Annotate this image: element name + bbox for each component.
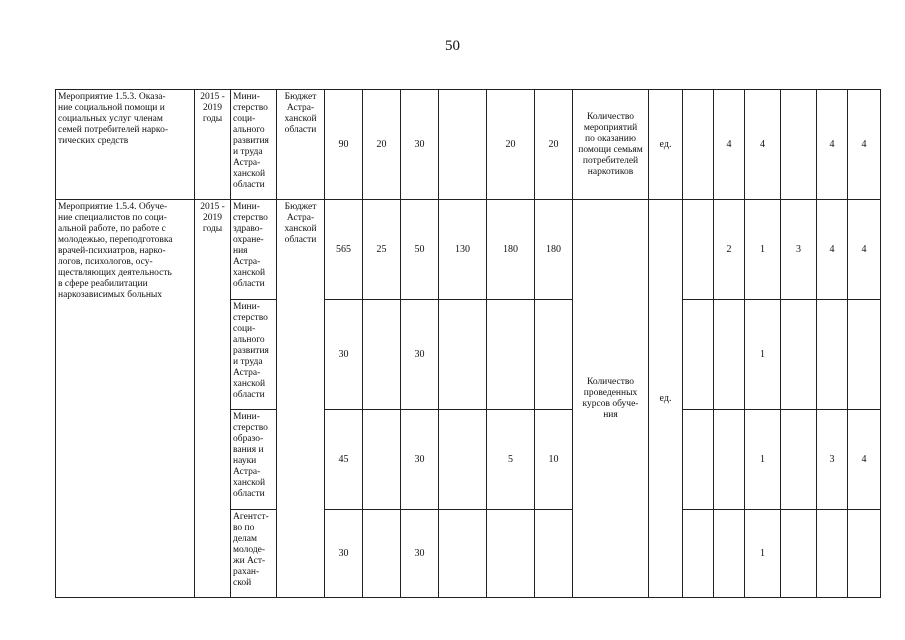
indicator-2016-cell: 1 <box>745 410 781 510</box>
source-cell: Бюджет Астра- ханской области <box>277 90 325 200</box>
y2017-cell <box>439 300 487 410</box>
indicator-2017-cell <box>781 300 817 410</box>
total-cell: 565 <box>325 200 363 300</box>
indicator-cell: Количество мероприятий по оказанию помощи семьям потребителей наркотиков <box>573 90 649 200</box>
indicator-2017-cell <box>781 510 817 598</box>
indicator-base-cell <box>683 90 714 200</box>
indicator-base-cell <box>683 300 714 410</box>
y2016-cell: 30 <box>401 300 439 410</box>
y2016-cell: 50 <box>401 200 439 300</box>
indicator-2016-cell: 1 <box>745 510 781 598</box>
table-row <box>56 200 881 300</box>
indicator-2015-cell: 4 <box>714 90 745 200</box>
y2019-cell: 10 <box>535 410 573 510</box>
y2015-cell <box>363 410 401 510</box>
indicator-2019-cell <box>848 510 881 598</box>
y2015-cell <box>363 510 401 598</box>
executor-cell: Мини- стерство образо- вания и науки Астра- ханской области <box>231 410 277 510</box>
indicator-2017-cell <box>781 90 817 200</box>
indicator-2019-cell: 4 <box>848 90 881 200</box>
page-number: 50 <box>445 38 460 54</box>
y2015-cell <box>363 300 401 410</box>
y2016-cell: 30 <box>401 90 439 200</box>
y2016-cell: 30 <box>401 510 439 598</box>
indicator-2016-cell: 4 <box>745 90 781 200</box>
y2019-cell: 180 <box>535 200 573 300</box>
total-cell: 30 <box>325 510 363 598</box>
indicator-2018-cell: 4 <box>817 90 848 200</box>
table-row <box>56 90 881 200</box>
y2017-cell: 130 <box>439 200 487 300</box>
indicator-2015-cell <box>714 300 745 410</box>
unit-cell: ед. <box>649 90 683 200</box>
y2019-cell: 20 <box>535 90 573 200</box>
executor-cell: Агентст- во по делам молоде- жи Аст- раxан- ской <box>231 510 277 598</box>
indicator-2018-cell: 3 <box>817 410 848 510</box>
y2018-cell: 180 <box>487 200 535 300</box>
y2019-cell <box>535 510 573 598</box>
indicator-cell: Количество проведенных курсов обуче- ния <box>573 200 649 598</box>
indicator-2018-cell: 4 <box>817 200 848 300</box>
indicator-2015-cell: 2 <box>714 200 745 300</box>
unit-cell: ед. <box>649 200 683 598</box>
indicator-2015-cell <box>714 510 745 598</box>
y2018-cell <box>487 510 535 598</box>
source-cell: Бюджет Астра- ханской области <box>277 200 325 598</box>
y2019-cell <box>535 300 573 410</box>
total-cell: 90 <box>325 90 363 200</box>
y2017-cell <box>439 90 487 200</box>
total-cell: 30 <box>325 300 363 410</box>
indicator-2016-cell: 1 <box>745 200 781 300</box>
indicator-2017-cell <box>781 410 817 510</box>
period-cell: 2015 - 2019 годы <box>195 90 231 200</box>
executor-cell: Мини- стерство соци- ального развития и труда Астра- ханской области <box>231 90 277 200</box>
activity-cell: Мероприятие 1.5.3. Оказа- ние социальной помощи и социальных услуг членам семей потребителей нарко- тических средств <box>56 90 195 200</box>
y2017-cell <box>439 510 487 598</box>
activity-cell: Мероприятие 1.5.4. Обуче- ние специалистов по соци- альной работе, по работе с молодежью, переподготовка врачей-психиатров, нарко- логов, психологов, осу- ществляющих деятельность в сфере реабилитации наркозависимых больных <box>56 200 195 598</box>
executor-cell: Мини- стерство здраво- охране- ния Астра- ханской области <box>231 200 277 300</box>
total-cell: 45 <box>325 410 363 510</box>
executor-cell: Мини- стерство соци- ального развития и труда Астра- ханской области <box>231 300 277 410</box>
indicator-2018-cell <box>817 300 848 410</box>
indicator-base-cell <box>683 200 714 300</box>
indicator-2019-cell: 4 <box>848 410 881 510</box>
y2015-cell: 25 <box>363 200 401 300</box>
period-cell: 2015 - 2019 годы <box>195 200 231 598</box>
indicator-base-cell <box>683 510 714 598</box>
indicator-2018-cell <box>817 510 848 598</box>
indicator-2016-cell: 1 <box>745 300 781 410</box>
y2018-cell: 5 <box>487 410 535 510</box>
indicator-2019-cell <box>848 300 881 410</box>
y2018-cell: 20 <box>487 90 535 200</box>
indicator-2017-cell: 3 <box>781 200 817 300</box>
y2016-cell: 30 <box>401 410 439 510</box>
program-table <box>55 89 881 598</box>
indicator-2019-cell: 4 <box>848 200 881 300</box>
y2017-cell <box>439 410 487 510</box>
indicator-2015-cell <box>714 410 745 510</box>
y2018-cell <box>487 300 535 410</box>
y2015-cell: 20 <box>363 90 401 200</box>
indicator-base-cell <box>683 410 714 510</box>
